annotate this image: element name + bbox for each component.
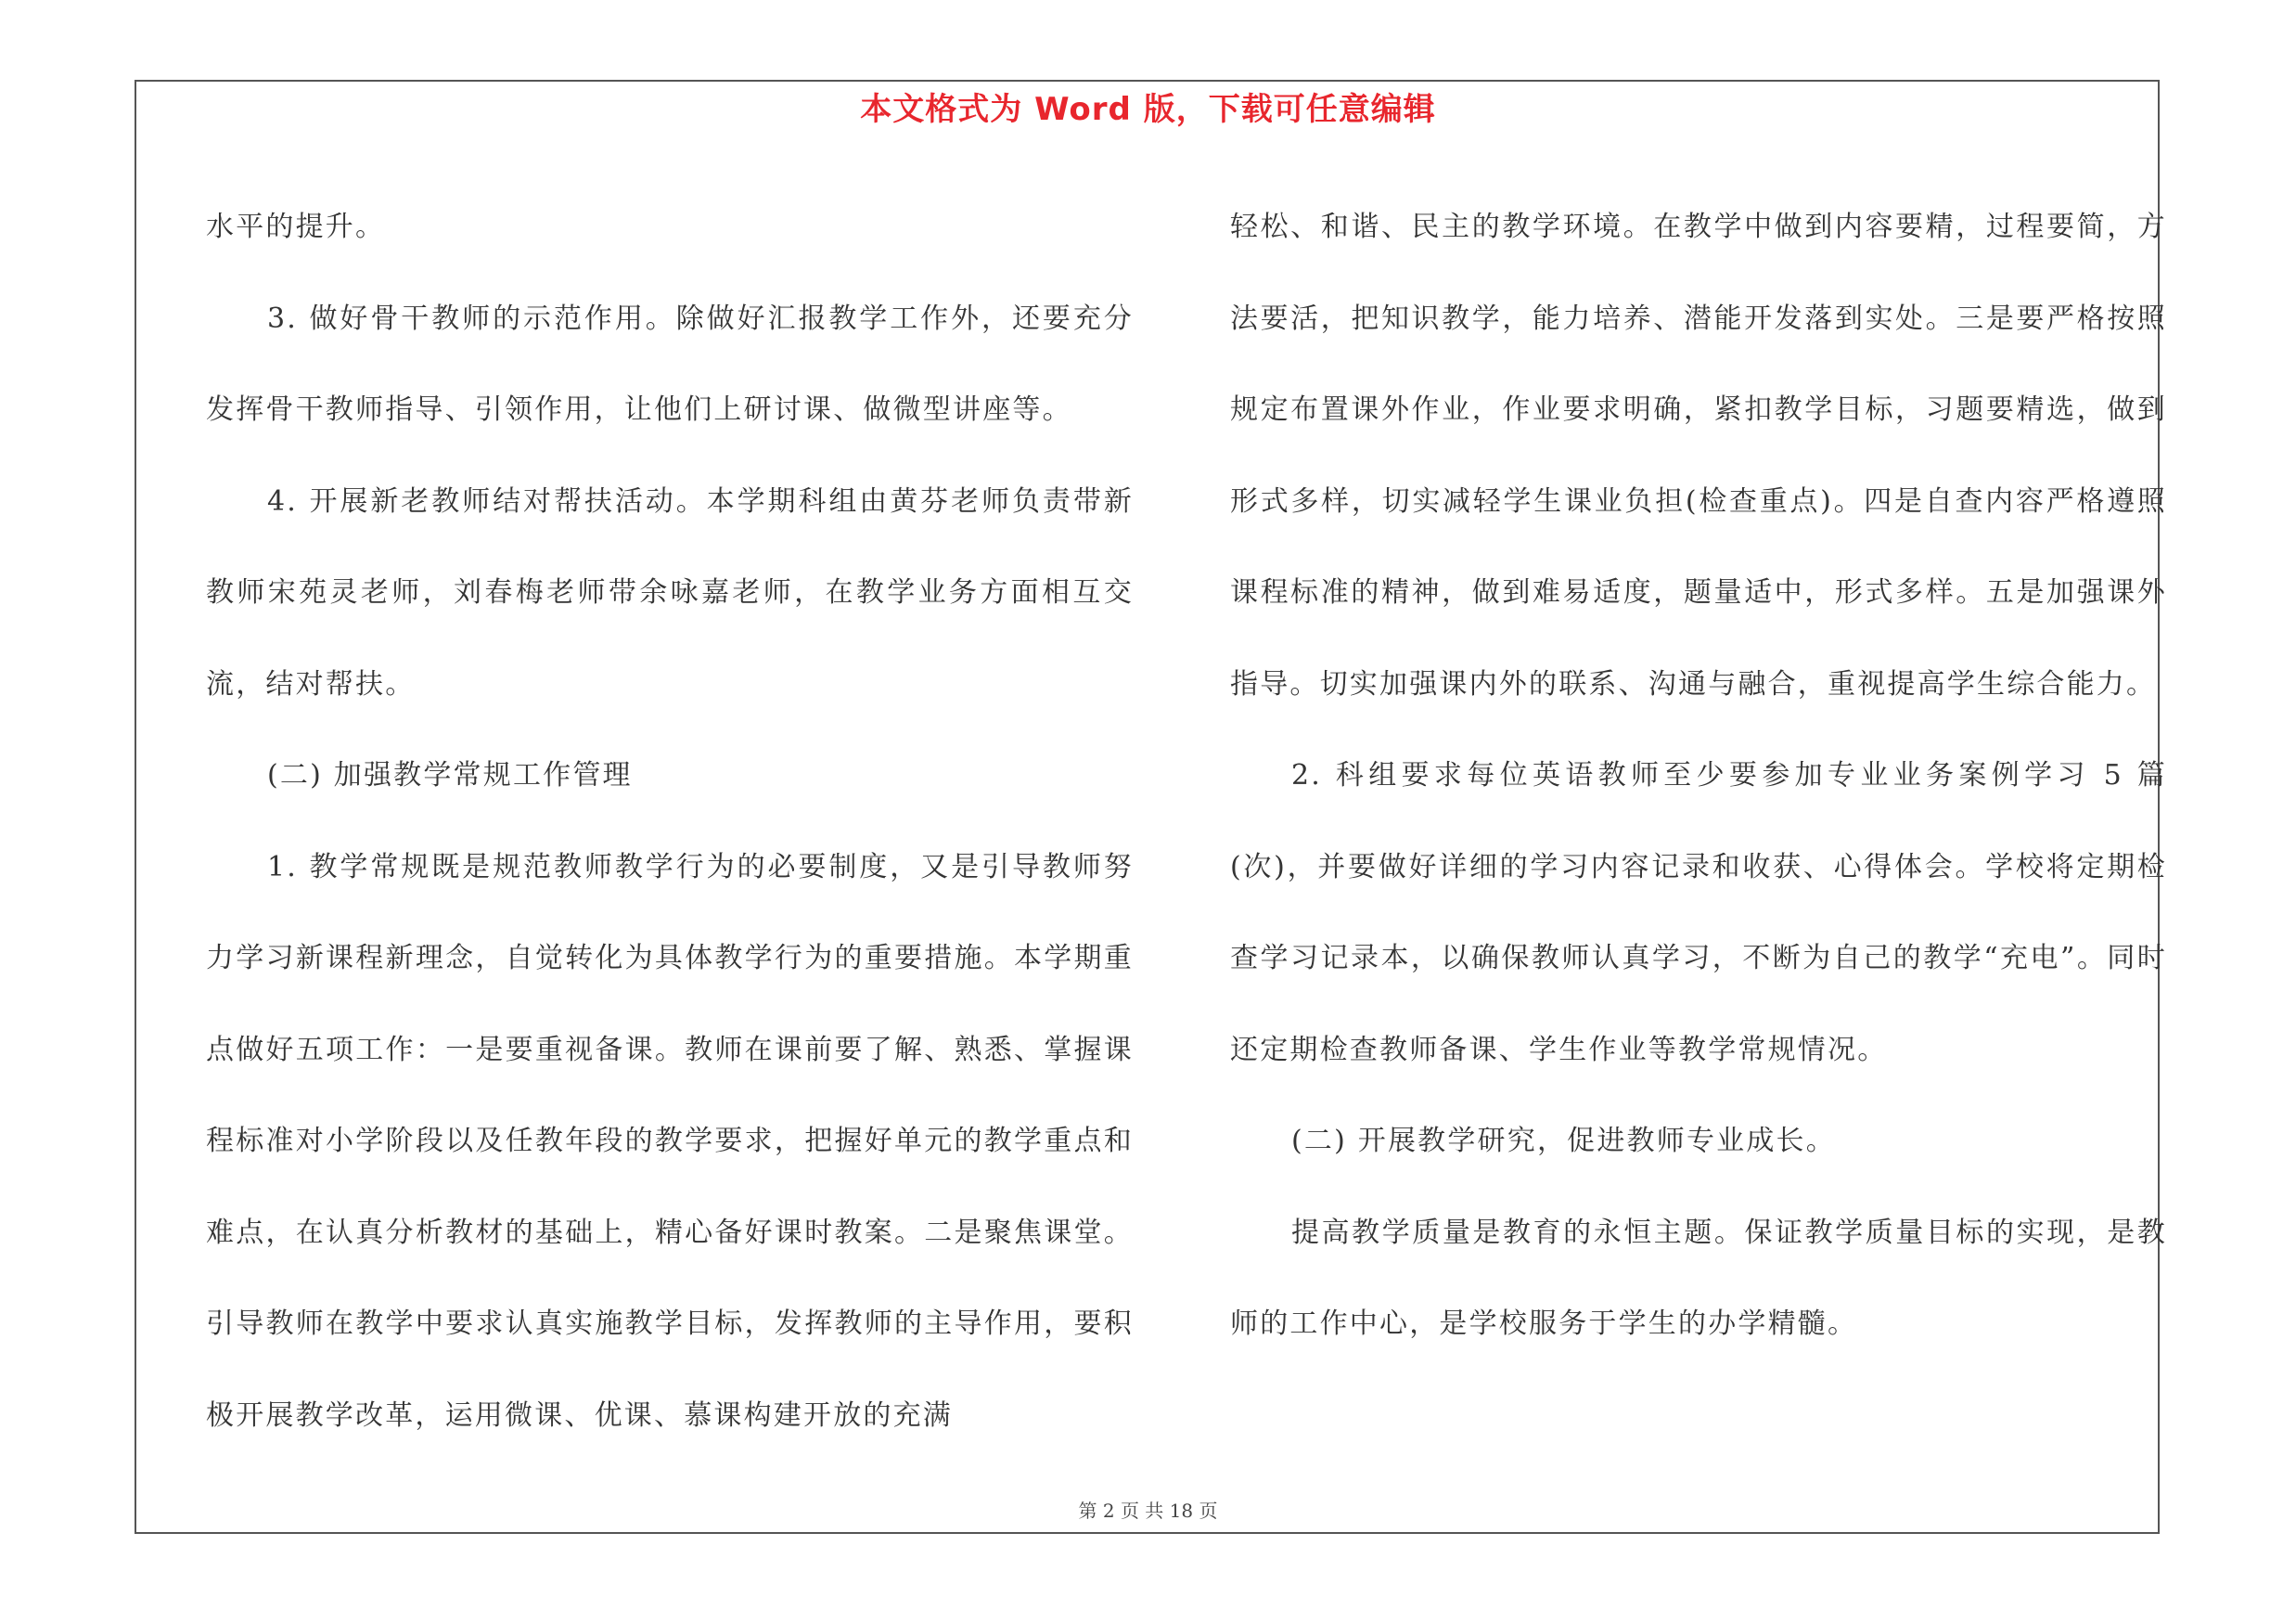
paragraph: 2. 科组要求每位英语教师至少要参加专业业务案例学习 5 篇(次)，并要做好详细的学习内容记录和收获、心得体会。学校将定期检查学习记录本，以确保教师认真学习，不断为自己的教学“充电”。同时还定期检查教师备课、学生作业等教学常规情况。: [1230, 759, 2167, 1066]
page-number: 第 2 页 共 18 页: [1078, 1500, 1218, 1522]
header-banner: 本文格式为 Word 版，下载可任意编辑: [860, 91, 1436, 128]
right-column: [1230, 182, 2167, 1371]
section-heading: (二) 开展教学研究，促进教师专业成长。: [1291, 1125, 1836, 1157]
section-heading: (二) 加强教学常规工作管理: [267, 759, 633, 792]
paragraph: 轻松、和谐、民主的教学环境。在教学中做到内容要精，过程要简，方法要活，把知识教学，能力培养、潜能开发落到实处。三是要严格按照规定布置课外作业，作业要求明确，紧扣教学目标，习题要精选，做到形式多样，切实减轻学生课业负担(检查重点)。四是自查内容严格遵照课程标准的精神，做到难易适度，题量适中，形式多样。五是加强课外指导。切实加强课内外的联系、沟通与融合，重视提高学生综合能力。: [1230, 211, 2167, 701]
paragraph: 1. 教学常规既是规范教师教学行为的必要制度，又是引导教师努力学习新课程新理念，自觉转化为具体教学行为的重要措施。本学期重点做好五项工作：一是要重视备课。教师在课前要了解、熟悉、掌握课程标准对小学阶段以及任教年段的教学要求，把握好单元的教学重点和难点，在认真分析教材的基础上，精心备好课时教案。二是聚焦课堂。引导教师在教学中要求认真实施教学目标，发挥教师的主导作用，要积极开展教学改革，运用微课、优课、慕课构建开放的充满: [206, 850, 1134, 1432]
paragraph: 水平的提升。: [206, 211, 386, 243]
paragraph: 4. 开展新老教师结对帮扶活动。本学期科组由黄芬老师负责带新教师宋苑灵老师，刘春梅老师带余咏嘉老师，在教学业务方面相互交流，结对帮扶。: [206, 484, 1134, 701]
paragraph: 提高教学质量是教育的永恒主题。保证教学质量目标的实现，是教师的工作中心，是学校服务于学生的办学精髓。: [1230, 1216, 2167, 1340]
left-column: [206, 182, 1134, 1462]
paragraph: 3. 做好骨干教师的示范作用。除做好汇报教学工作外，还要充分发挥骨干教师指导、引领作用，让他们上研讨课、做微型讲座等。: [206, 302, 1134, 426]
